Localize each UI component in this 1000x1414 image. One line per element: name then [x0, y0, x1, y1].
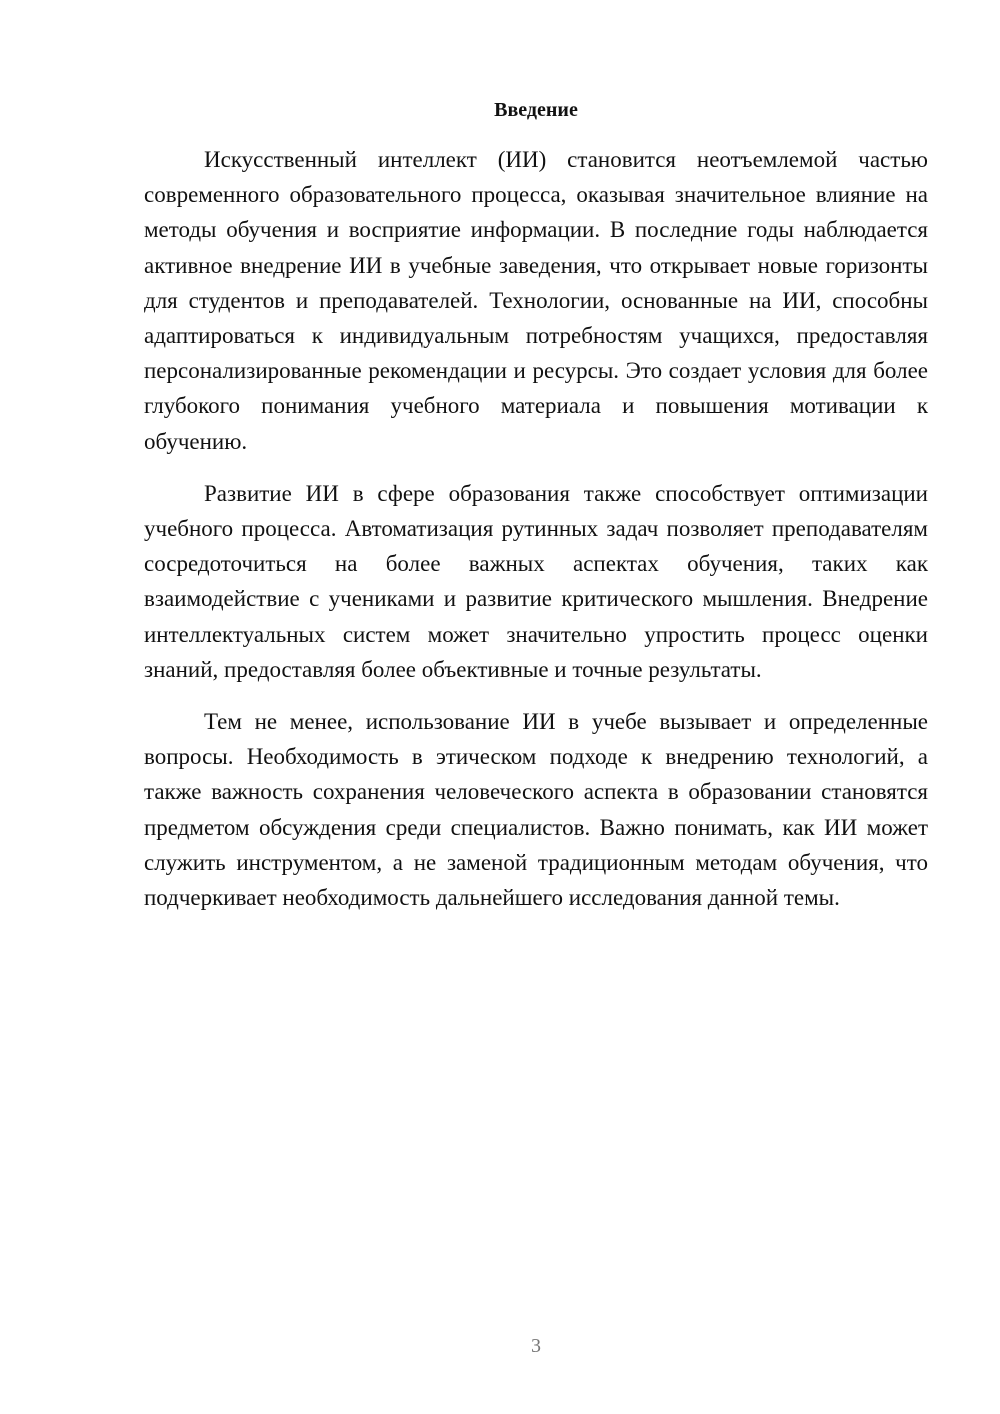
section-heading: Введение: [494, 99, 578, 121]
page-number: 3: [531, 1335, 541, 1357]
body-text: [144, 142, 928, 932]
paragraph-2: Развитие ИИ в сфере образования также способствует оптимизации учебного процесса. Автоматизация рутинных задач позволяет преподавателям сосредоточиться на более важных аспектах обучения, таких как взаимодействие с учениками и развитие критического мышления. Внедрение интеллектуальных систем может значительно упростить процесс оценки знаний, предоставляя более объективные и точные результаты.: [144, 480, 928, 682]
paragraph-1: Искусственный интеллект (ИИ) становится неотъемлемой частью современного образовательного процесса, оказывая значительное влияние на методы обучения и восприятие информации. В последние годы наблюдается активное внедрение ИИ в учебные заведения, что открывает новые горизонты для студентов и преподавателей. Технологии, основанные на ИИ, способны адаптироваться к индивидуальным потребностям учащихся, предоставляя персонализированные рекомендации и ресурсы. Это создает условия для более глубокого понимания учебного материала и повышения мотивации к обучению.: [144, 147, 928, 454]
paragraph-3: Тем не менее, использование ИИ в учебе вызывает и определенные вопросы. Необходимость в этическом подходе к внедрению технологий, а также важность сохранения человеческого аспекта в образовании становятся предметом обсуждения среди специалистов. Важно понимать, как ИИ может служить инструментом, а не заменой традиционным методам обучения, что подчеркивает необходимость дальнейшего исследования данной темы.: [144, 709, 928, 911]
